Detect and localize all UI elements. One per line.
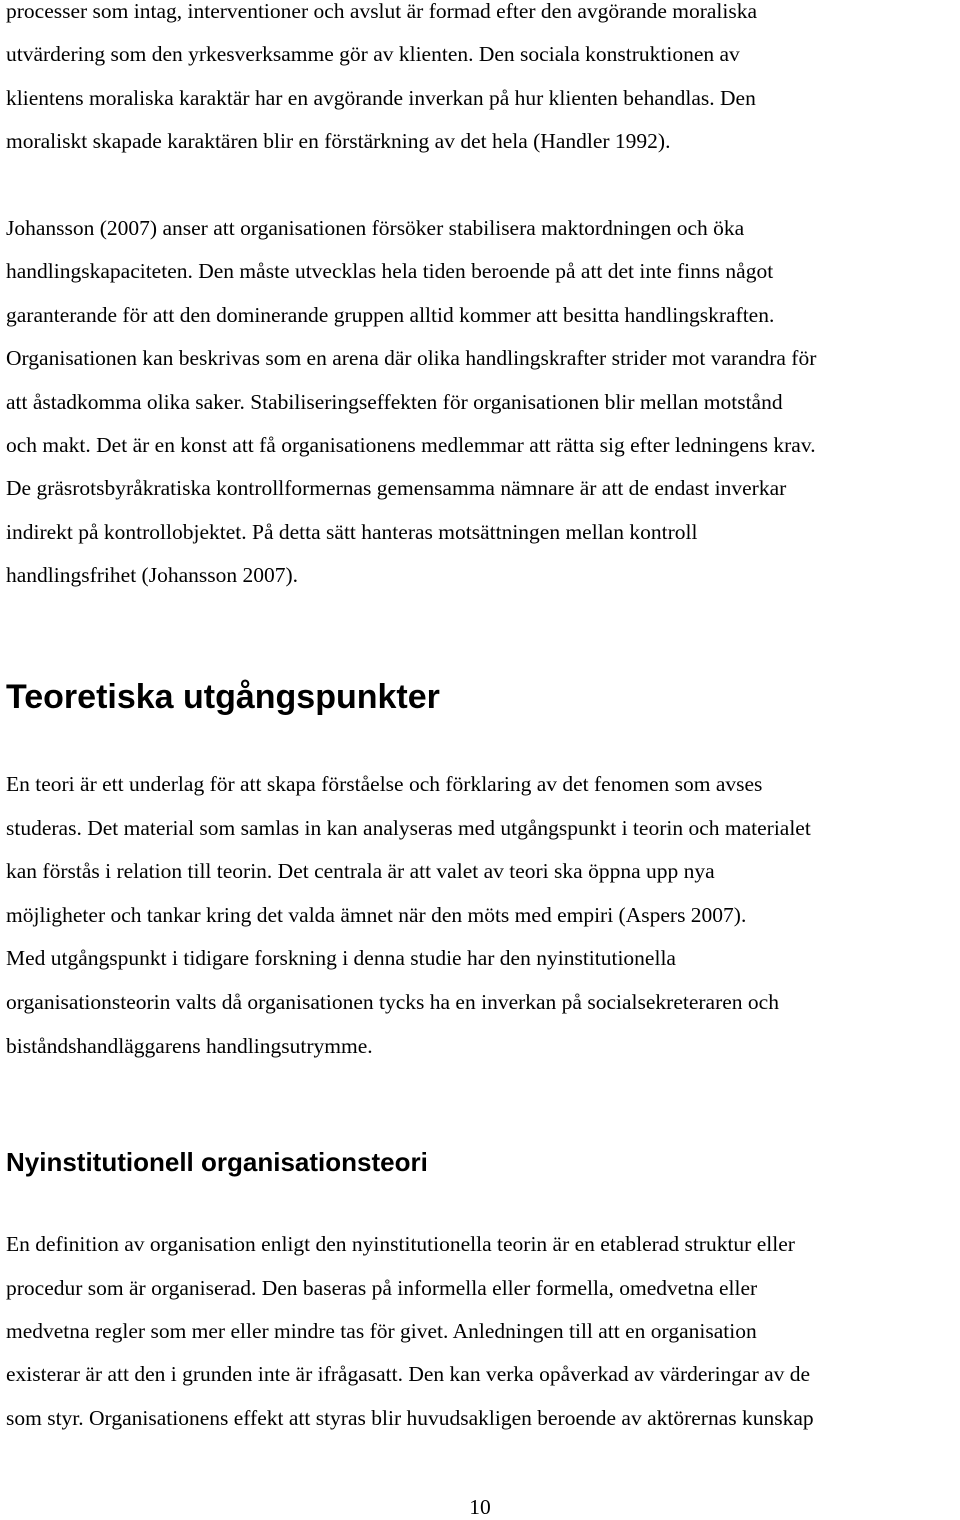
text-line: klientens moraliska karaktär har en avgörande inverkan på hur klienten behandlas. Den bbox=[6, 86, 756, 110]
text-line: processer som intag, interventioner och avslut är formad efter den avgörande moraliska bbox=[6, 0, 758, 23]
section-heading-theory: Teoretiska utgångspunkter bbox=[6, 678, 440, 716]
text-line: garanterande för att den dominerande gruppen alltid kommer att besitta handlingskraften. bbox=[6, 303, 775, 327]
section-heading-nyinst: Nyinstitutionell organisationsteori bbox=[6, 1147, 428, 1177]
text-line: organisationsteorin valts då organisationen tycks ha en inverkan på socialsekreteraren och bbox=[6, 990, 779, 1014]
text-line: biståndshandläggarens handlingsutrymme. bbox=[6, 1034, 373, 1058]
text-line: Organisationen kan beskrivas som en arena där olika handlingskrafter strider mot varandra för bbox=[6, 346, 817, 370]
text-line: kan förstås i relation till teorin. Det centrala är att valet av teori ska öppna upp nya bbox=[6, 859, 715, 883]
text-line: procedur som är organiserad. Den baseras på informella eller formella, omedvetna eller bbox=[6, 1276, 758, 1300]
text-line: indirekt på kontrollobjektet. På detta sätt hanteras motsättningen mellan kontroll bbox=[6, 520, 698, 544]
text-line: medvetna regler som mer eller mindre tas för givet. Anledningen till att en organisation bbox=[6, 1319, 757, 1343]
text-line: utvärdering som den yrkesverksamme gör av klienten. Den sociala konstruktionen av bbox=[6, 42, 740, 66]
text-line: studeras. Det material som samlas in kan analyseras med utgångspunkt i teorin och materialet bbox=[6, 816, 811, 840]
text-line: möjligheter och tankar kring det valda ämnet när den möts med empiri (Aspers 2007). bbox=[6, 903, 747, 927]
text-line: handlingsfrihet (Johansson 2007). bbox=[6, 563, 299, 587]
text-line: och makt. Det är en konst att få organisationens medlemmar att rätta sig efter ledningens krav. bbox=[6, 433, 816, 457]
text-line: De gräsrotsbyråkratiska kontrollformernas gemensamma nämnare är att de endast inverkar bbox=[6, 476, 787, 500]
page-number: 10 bbox=[469, 1495, 491, 1519]
text-line: att åstadkomma olika saker. Stabiliseringseffekten för organisationen blir mellan motstånd bbox=[6, 390, 783, 414]
text-line: Johansson (2007) anser att organisationen försöker stabilisera maktordningen och öka bbox=[6, 216, 745, 240]
text-line: som styr. Organisationens effekt att styras blir huvudsakligen beroende av aktörernas kunskap bbox=[6, 1406, 814, 1430]
text-line: En definition av organisation enligt den nyinstitutionella teorin är en etablerad struktur eller bbox=[6, 1232, 795, 1256]
text-line: existerar är att den i grunden inte är ifrågasatt. Den kan verka opåverkad av värderingar av de bbox=[6, 1362, 811, 1386]
text-line: Med utgångspunkt i tidigare forskning i denna studie har den nyinstitutionella bbox=[6, 946, 676, 970]
text-line: En teori är ett underlag för att skapa förståelse och förklaring av det fenomen som avses bbox=[6, 772, 763, 796]
text-line: moraliskt skapade karaktären blir en förstärkning av det hela (Handler 1992). bbox=[6, 129, 671, 153]
text-line: handlingskapaciteten. Den måste utvecklas hela tiden beroende på att det inte finns något bbox=[6, 259, 774, 283]
